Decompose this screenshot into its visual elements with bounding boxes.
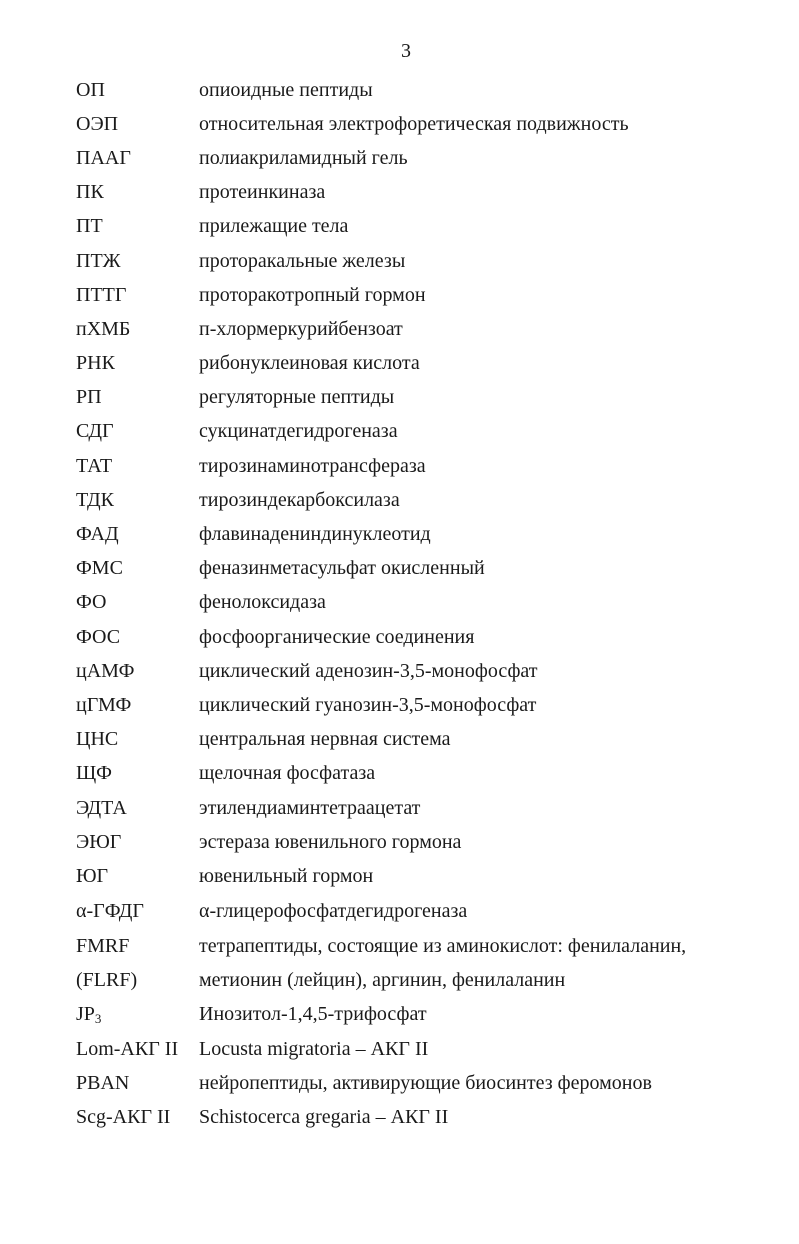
list-item	[76, 620, 776, 654]
list-item	[76, 723, 776, 757]
list-item	[76, 791, 776, 825]
list-item	[76, 998, 776, 1032]
abbreviation-term-base: JP	[76, 1002, 95, 1025]
abbreviation-definition: феназинметасульфат окисленный	[199, 557, 485, 580]
abbreviation-term: ПТЖ	[76, 249, 121, 272]
abbreviation-definition: фенолоксидаза	[199, 591, 326, 614]
list-item	[76, 244, 776, 278]
abbreviation-definition: тирозиндекарбоксилаза	[199, 488, 400, 511]
list-item	[76, 688, 776, 722]
abbreviation-definition: проторакотропный гормон	[199, 283, 426, 306]
abbreviation-term: ФОС	[76, 625, 121, 648]
abbreviation-term: цАМФ	[76, 659, 135, 682]
list-item	[76, 381, 776, 415]
abbreviation-definition: центральная нервная система	[199, 728, 451, 751]
abbreviation-term	[76, 1003, 199, 1027]
abbreviation-definition: прилежащие тела	[199, 215, 349, 238]
abbreviation-definition: α-глицерофосфатдегидрогеназа	[199, 900, 468, 922]
abbreviation-definition: тетрапептиды, состоящие из аминокислот: фенилаланин,	[199, 935, 687, 958]
abbreviation-term: РП	[76, 386, 102, 409]
abbreviation-term: ЩФ	[76, 762, 112, 785]
abbreviation-term: ПТ	[76, 215, 103, 238]
abbreviation-term: FMRF	[76, 935, 130, 958]
abbreviation-term: ЦНС	[76, 728, 119, 751]
abbreviation-term: Scg-АКГ II	[76, 1106, 171, 1129]
abbreviation-definition: щелочная фосфатаза	[199, 762, 376, 785]
abbreviation-term: РНК	[76, 352, 115, 375]
abbreviation-definition: п-хлормеркурийбензоат	[199, 317, 403, 340]
list-item	[76, 757, 776, 791]
list-item	[76, 894, 776, 930]
list-item	[76, 1100, 776, 1134]
abbreviation-term: ТАТ	[76, 454, 113, 477]
list-item	[76, 517, 776, 551]
abbreviation-term: ПК	[76, 181, 104, 204]
abbreviation-definition: Инозитол-1,4,5-трифосфат	[199, 1003, 427, 1026]
abbreviation-definition: сукцинатдегидрогеназа	[199, 420, 398, 443]
list-item	[76, 107, 776, 141]
abbreviation-definition: флавинадениндинуклеотид	[199, 523, 431, 546]
list-item	[76, 415, 776, 449]
list-item	[76, 586, 776, 620]
abbreviation-term: цГМФ	[76, 693, 132, 716]
abbreviation-definition: регуляторные пептиды	[199, 386, 395, 409]
list-item	[76, 859, 776, 893]
list-item	[76, 210, 776, 244]
abbreviation-definition: проторакальные железы	[199, 249, 406, 272]
abbreviation-definition: тирозинаминотрансфераза	[199, 454, 426, 477]
abbreviation-definition: фосфоорганические соединения	[199, 625, 475, 648]
list-item	[76, 347, 776, 381]
list-item	[76, 449, 776, 483]
abbreviation-term: ОП	[76, 78, 105, 101]
abbreviation-definition: ювенильный гормон	[199, 864, 374, 887]
abbreviation-term: Lom-АКГ II	[76, 1037, 179, 1060]
abbreviation-definition: полиакриламидный гель	[199, 146, 408, 169]
list-item	[76, 312, 776, 346]
abbreviation-definition: циклический гуанозин-3,5-монофосфат	[199, 693, 537, 716]
abbreviation-definition: опиоидные пептиды	[199, 78, 373, 101]
abbreviation-term: ФО	[76, 591, 107, 614]
list-item	[76, 654, 776, 688]
list-item	[76, 483, 776, 517]
abbreviation-term: СДГ	[76, 420, 114, 443]
list-item	[76, 930, 776, 964]
abbreviation-term: ПААГ	[76, 146, 131, 169]
abbreviation-definition: эстераза ювенильного гормона	[199, 830, 462, 853]
abbreviation-term: ТДК	[76, 488, 114, 511]
abbreviation-definition: рибонуклеиновая кислота	[199, 352, 420, 375]
abbreviation-definition: Locusta migratoria – АКГ II	[199, 1037, 429, 1060]
abbreviation-term: ОЭП	[76, 112, 119, 135]
list-item	[76, 552, 776, 586]
abbreviation-list	[76, 73, 776, 1135]
abbreviation-term: ФАД	[76, 523, 119, 546]
abbreviation-term: α-ГФДГ	[76, 900, 144, 922]
abbreviation-definition: этилендиаминтетраацетат	[199, 796, 421, 819]
abbreviation-term: (FLRF)	[76, 969, 138, 992]
list-item	[76, 1032, 776, 1066]
abbreviation-term: ПТТГ	[76, 283, 127, 306]
list-item	[76, 278, 776, 312]
list-item	[76, 73, 776, 107]
list-item	[76, 1066, 776, 1100]
abbreviation-term: пХМБ	[76, 317, 131, 340]
abbreviation-definition: протеинкиназа	[199, 181, 326, 204]
abbreviation-term: PBAN	[76, 1071, 130, 1094]
abbreviation-term: ФМС	[76, 557, 123, 580]
list-item	[76, 825, 776, 859]
list-item	[76, 176, 776, 210]
abbreviation-definition: Schistocerca gregaria – АКГ II	[199, 1106, 449, 1129]
abbreviation-term: ЭДТА	[76, 796, 127, 819]
abbreviation-definition: метионин (лейцин), аргинин, фенилаланин	[199, 969, 566, 992]
list-item	[76, 141, 776, 175]
abbreviation-definition: циклический аденозин-3,5-монофосфат	[199, 659, 538, 682]
abbreviation-definition: нейропептиды, активирующие биосинтез феромонов	[199, 1071, 652, 1094]
abbreviation-term-subscript: 3	[94, 1010, 102, 1026]
abbreviation-term: ЭЮГ	[76, 830, 122, 853]
list-item	[76, 964, 776, 998]
abbreviation-term: ЮГ	[76, 864, 109, 887]
abbreviation-definition: относительная электрофоретическая подвижность	[199, 112, 629, 135]
page-number: 3	[401, 40, 411, 62]
